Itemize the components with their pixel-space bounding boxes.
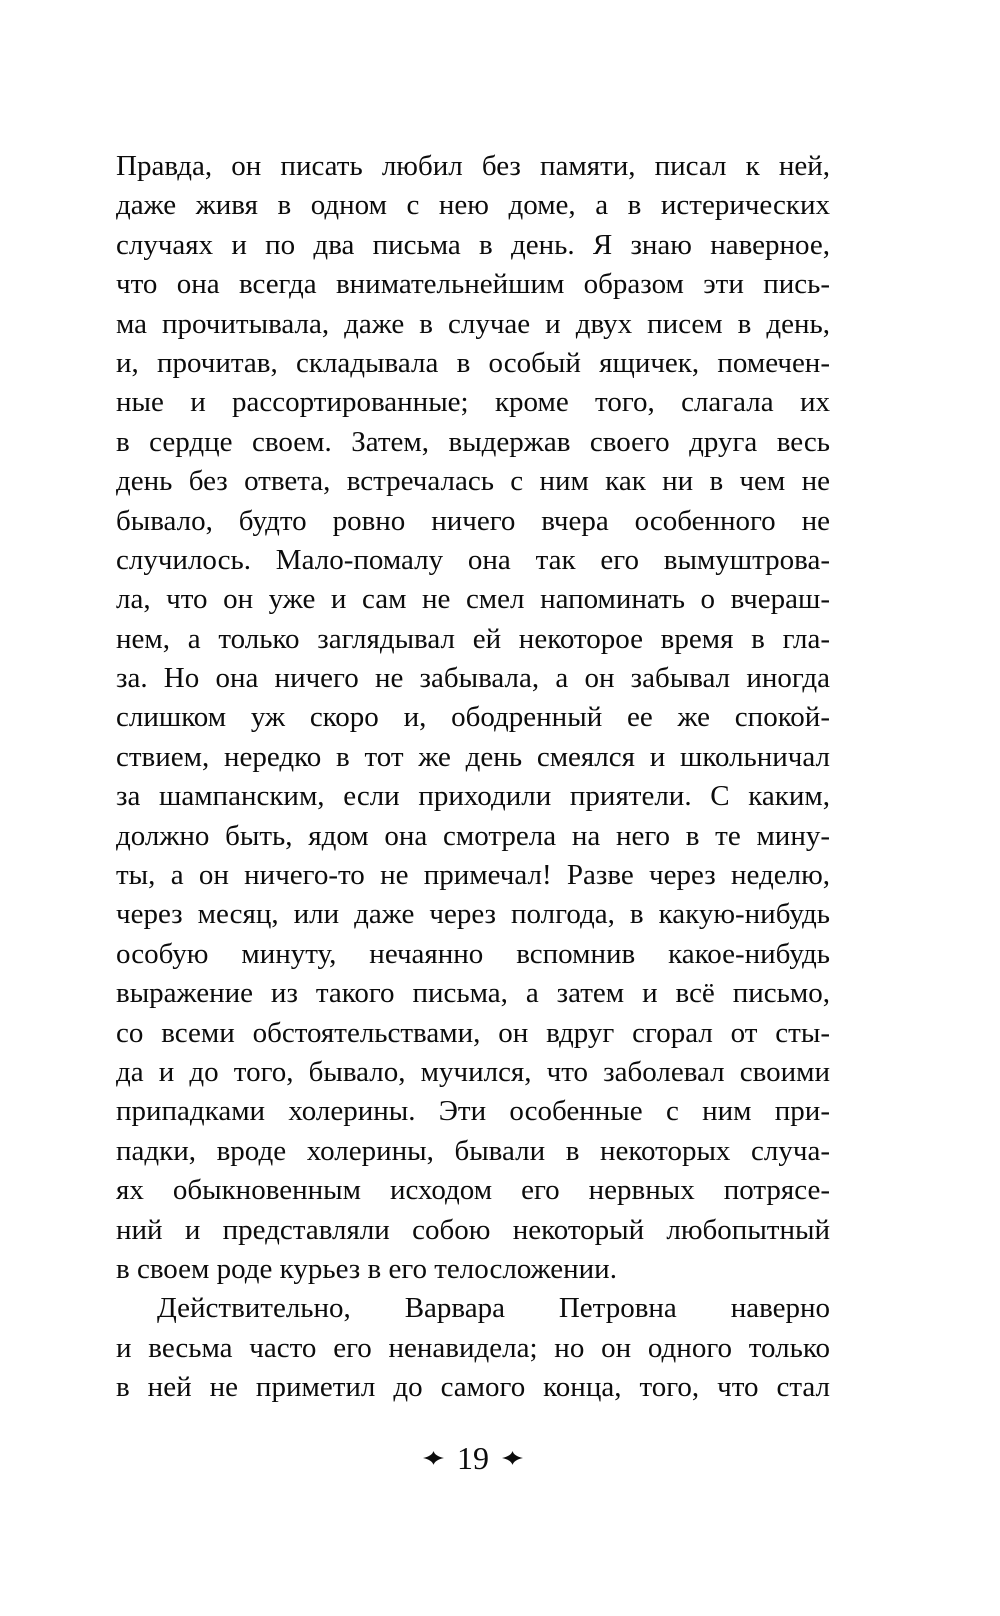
text-line: ные и рассортированные; кроме того, слагала их [116,386,830,419]
text-line: в сердце своем. Затем, выдержав своего друга весь [116,425,830,458]
text-line: ты, а он ничего-то не примечал! Разве через неделю, [116,859,830,892]
paragraph [116,1289,830,1407]
text-line: даже живя в одном с нею доме, а в истерических [116,189,830,222]
text-line: припадками холерины. Эти особенные с ним при- [116,1095,830,1128]
text-line: Правда, он писать любил без памяти, писал к ней, [116,150,830,182]
text-line: ствием, нередко в тот же день смеялся и школьничал [116,740,830,773]
text-line: выражение из такого письма, а затем и всё письмо, [116,977,830,1010]
text-line: за. Но она ничего не забывала, а он забывал иногда [116,662,830,695]
text-line: слишком уж скоро и, ободренный ее же спокой- [116,701,830,734]
text-line: должно быть, ядом она смотрела на него в те мину- [116,819,830,852]
text-line: ла, что он уже и сам не смел напоминать о вчераш- [116,583,830,616]
text-line: да и до того, бывало, мучился, что заболевал своими [116,1055,830,1088]
text-line: ях обыкновенным исходом его нервных потрясе- [116,1174,830,1207]
diamond-ornament-right-icon [502,1451,523,1465]
text-line: день без ответа, встречалась с ним как ни в чем не [116,465,830,498]
text-line: нем, а только заглядывал ей некоторое время в гла- [116,622,830,655]
text-line: со всеми обстоятельствами, он вдруг сгорал от сты- [116,1016,830,1049]
text-line: что она всегда внимательнейшим образом эти пись- [116,268,830,301]
text-line: через месяц, или даже через полгода, в какую-нибудь [116,898,830,931]
text-line: Действительно, Варвара Петровна наверно [157,1292,830,1325]
page-footer [116,1438,830,1478]
text-line: ний и представляли собою некоторый любопытный [116,1213,830,1246]
text-line: особую минуту, нечаянно вспомнив какое-нибудь [116,937,830,970]
text-block [116,147,830,1408]
text-line: бывало, будто ровно ничего вчера особенного не [116,504,830,537]
text-line: и весьма часто его ненавидела; но он одного только [116,1331,830,1364]
text-line: за шампанским, если приходили приятели. С каким, [116,780,830,813]
text-line: случаях и по два письма в день. Я знаю наверное, [116,228,830,261]
text-line: в своем роде курьез в его телосложении. [116,1252,617,1285]
text-line: в ней не приметил до самого конца, того, что стал [116,1371,830,1404]
text-line: и, прочитав, складывала в особый ящичек, помечен- [116,346,830,379]
page-number: 19 [457,1440,489,1476]
text-line: случилось. Мало-помалу она так его вымуштрова- [116,543,830,576]
text-line: падки, вроде холерины, бывали в некоторых случа- [116,1134,830,1167]
text-line: ма прочитывала, даже в случае и двух писем в день, [116,307,830,340]
diamond-ornament-left-icon [423,1451,444,1465]
paragraph [116,147,830,1289]
